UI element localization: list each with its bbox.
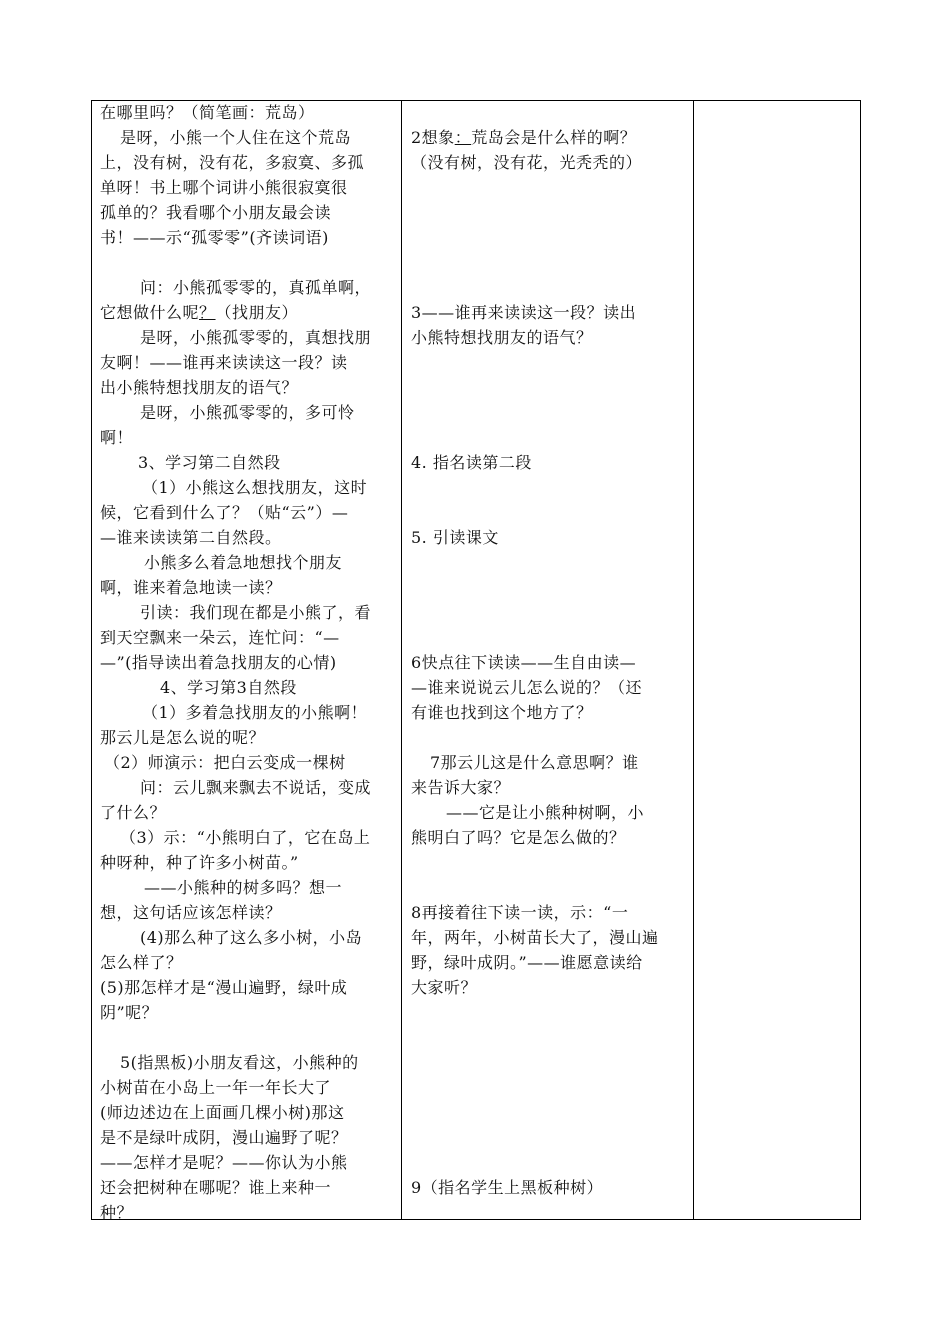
- text-line: 孤单的？我看哪个小朋友最会读: [100, 203, 332, 222]
- text-line: (师边述边在上面画几棵小树)那这: [100, 1103, 345, 1122]
- text-line: 7那云儿这是什么意思啊？谁: [430, 753, 639, 772]
- text-line: 6快点往下读读——生自由读—: [411, 653, 637, 672]
- section-heading: 4、学习第3自然段: [160, 678, 297, 697]
- text-line: [411, 128, 636, 148]
- text-line: 种呀种，种了许多小树苗。”: [100, 853, 299, 872]
- text-line: 书！——示“孤零零”(齐读词语): [100, 228, 329, 247]
- text-line: 年，两年，小树苗长大了，漫山遍: [411, 928, 659, 947]
- text-line: 是呀，小熊孤零零的，真想找朋: [140, 328, 372, 347]
- text-line: 单呀！书上哪个词讲小熊很寂寞很: [100, 178, 348, 197]
- text-line: 熊明白了吗？它是怎么做的？: [411, 828, 626, 847]
- text-line: 大家听？: [411, 978, 478, 997]
- text-line: ——小熊种的树多吗？想一: [144, 878, 343, 897]
- underlined-mark: ：: [454, 128, 472, 147]
- teacher-activity-column: [92, 101, 402, 1222]
- text-line: （1）多着急找朋友的小熊啊！: [142, 703, 368, 722]
- text-line: ——怎样才是呢？——你认为小熊: [100, 1153, 348, 1172]
- text-line: 种？: [100, 1203, 134, 1222]
- text-line: 还会把树种在哪呢？谁上来种一: [100, 1178, 332, 1197]
- text-line: 是不是绿叶成阴，漫山遍野了呢？: [100, 1128, 348, 1147]
- text-line: 小树苗在小岛上一年一年长大了: [100, 1078, 332, 1097]
- text-line: 问：云儿飘来飘去不说话，变成: [140, 778, 372, 797]
- text-line: 来告诉大家？: [411, 778, 511, 797]
- text-segment: （找朋友）: [215, 303, 299, 322]
- text-line: ——它是让小熊种树啊，小: [446, 803, 645, 822]
- text-line: 问：小熊孤零零的，真孤单啊，: [140, 278, 372, 297]
- text-line: （3）示：“小熊明白了，它在岛上: [120, 828, 371, 847]
- text-line: 友啊！——谁再来读读这一段？读: [100, 353, 348, 372]
- notes-column: [694, 101, 860, 1219]
- text-line: 5. 引读课文: [411, 528, 499, 547]
- text-line: 在哪里吗？（简笔画：荒岛）: [100, 103, 315, 122]
- text-line: 啊，谁来着急地读一读？: [100, 578, 282, 597]
- text-segment: 2想象: [411, 128, 455, 147]
- text-line: 怎么样了？: [100, 953, 183, 972]
- section-heading: 3、学习第二自然段: [138, 453, 281, 472]
- text-line: 野，绿叶成阴。”——谁愿意读给: [411, 953, 643, 972]
- text-line: 想，这句话应该怎样读？: [100, 903, 282, 922]
- text-line: 那云儿是怎么说的呢？: [100, 728, 266, 747]
- text-line: （2）师演示：把白云变成一棵树: [104, 753, 346, 772]
- underlined-mark: ？: [199, 303, 216, 322]
- text-line: 了什么？: [100, 803, 167, 822]
- text-line: 啊！: [100, 428, 134, 447]
- text-line: 有谁也找到这个地方了？: [411, 703, 593, 722]
- text-line: [100, 303, 298, 323]
- text-segment: 它想做什么呢: [100, 303, 200, 322]
- text-line: 到天空飘来一朵云，连忙问：“—: [100, 628, 340, 647]
- text-line: 5(指黑板)小朋友看这，小熊种的: [120, 1053, 359, 1072]
- student-activity-column: [402, 101, 694, 1219]
- text-line: 4. 指名读第二段: [411, 453, 532, 472]
- text-line: 候，它看到什么了？（贴“云”）—: [100, 503, 349, 522]
- text-line: (5)那怎样才是“漫山遍野，绿叶成: [100, 978, 348, 997]
- lesson-plan-table: [91, 100, 861, 1220]
- text-line: 是呀，小熊孤零零的，多可怜: [140, 403, 355, 422]
- text-line: —谁来读读第二自然段。: [100, 528, 282, 547]
- text-line: （1）小熊这么想找朋友，这时: [142, 478, 368, 497]
- text-line: 引读：我们现在都是小熊了，看: [140, 603, 372, 622]
- text-line: 8再接着往下读一读，示：“一: [411, 903, 629, 922]
- text-line: 小熊多么着急地想找个朋友: [144, 553, 343, 572]
- text-line: 小熊特想找朋友的语气？: [411, 328, 593, 347]
- text-line: —谁来说说云儿怎么说的？（还: [411, 678, 643, 697]
- text-line: 3——谁再来读读这一段？读出: [411, 303, 637, 322]
- text-line: 是呀，小熊一个人住在这个荒岛: [120, 128, 352, 147]
- text-segment: 荒岛会是什么样的啊？: [471, 128, 637, 147]
- text-line: 阴”呢？: [100, 1003, 159, 1022]
- text-line: 上，没有树，没有花，多寂寞、多孤: [100, 153, 365, 172]
- text-line: —”(指导读出着急找朋友的心情): [100, 653, 337, 672]
- text-line: 出小熊特想找朋友的语气？: [100, 378, 299, 397]
- text-line: (4)那么种了这么多小树，小岛: [140, 928, 363, 947]
- text-line: （没有树，没有花，光秃秃的）: [411, 153, 643, 172]
- text-line: 9（指名学生上黑板种树）: [411, 1178, 604, 1197]
